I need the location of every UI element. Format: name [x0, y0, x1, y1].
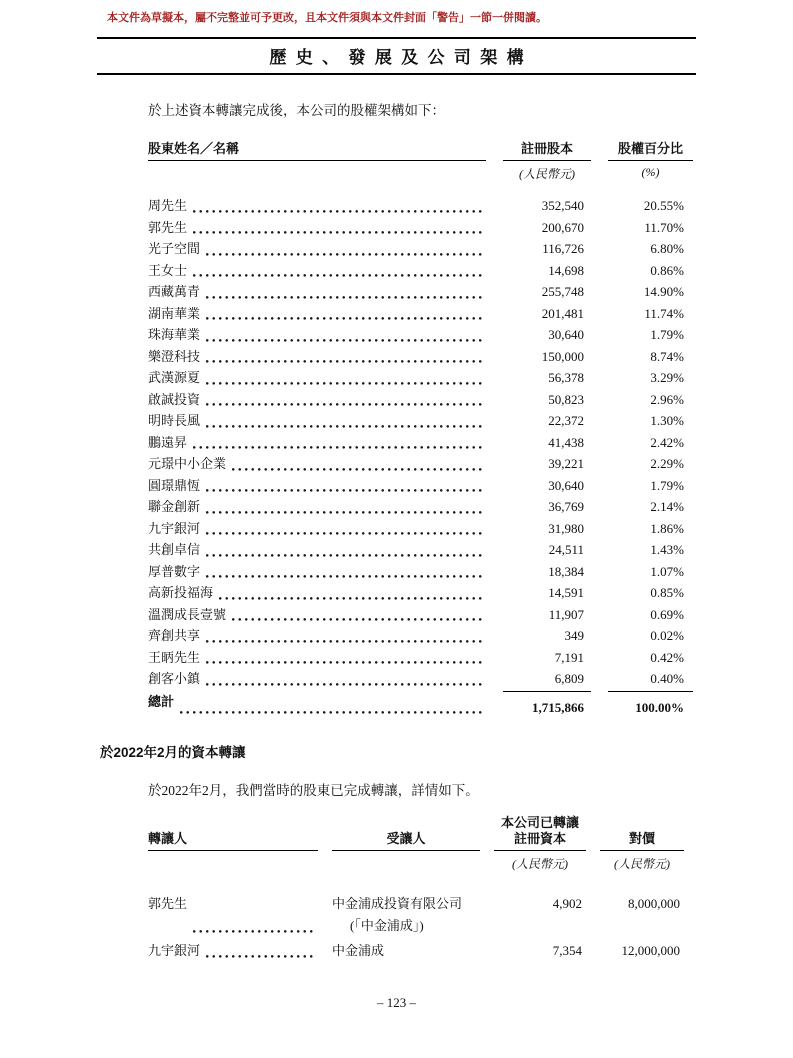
transferor-name: 郭先生 [148, 895, 188, 911]
table-row [148, 195, 693, 217]
shareholder-name: 元璟中小企業 [148, 456, 227, 471]
column-header-registered-capital: 註冊股本 [503, 141, 591, 161]
shareholder-name: 溫潤成長壹號 [148, 606, 227, 622]
registered-capital-value: 50,823 [548, 391, 584, 407]
dot-leader [180, 711, 483, 714]
capital-transfer-intro-text: 於2022年2月，我們當時的股東已完成轉讓，詳情如下。 [148, 782, 479, 798]
shareholder-name: 聯金創新 [148, 499, 201, 514]
shareholding-percentage-value: 0.85% [650, 585, 684, 600]
shareholding-percentage-value: 6.80% [650, 241, 684, 256]
dot-leader [206, 532, 483, 535]
subheader-percent-sign: (%) [641, 165, 660, 179]
dot-leader [206, 554, 483, 557]
shareholding-percentage-value: 20.55% [643, 198, 684, 213]
table-row [148, 668, 693, 690]
capital-transfer-table-body [148, 893, 693, 962]
transferee-name: 中金浦成投資有限公司 [332, 895, 463, 911]
page-title: 歷史、發展及公司架構 [269, 48, 533, 67]
dot-leader [206, 360, 483, 363]
shareholder-name: 王女士 [148, 262, 188, 278]
transferor-name: 九宇銀河 [148, 942, 201, 958]
registered-capital-value: 36,769 [548, 499, 584, 514]
dot-leader [206, 661, 483, 664]
shareholding-percentage-value: 2.14% [650, 499, 684, 514]
transferred-capital-value: 7,354 [552, 942, 582, 958]
transferee-short-name: (「中金浦成」) [350, 917, 424, 933]
registered-capital-value: 24,511 [548, 542, 584, 557]
page-number: – 123 – [377, 995, 416, 1010]
shareholding-percentage-value: 0.42% [650, 649, 684, 665]
shareholder-name: 王昞先生 [148, 649, 201, 665]
shareholding-percentage-value: 2.29% [650, 456, 684, 471]
shareholder-name: 共創卓信 [148, 542, 201, 557]
registered-capital-value: 116,726 [542, 241, 584, 256]
draft-warning-text: 本文件為草擬本，屬不完整並可予更改，且本文件須與本文件封面「警告」一節一併閱讀。 [107, 12, 547, 24]
dot-leader [206, 296, 483, 299]
shareholding-percentage-value: 1.07% [650, 563, 684, 579]
registered-capital-value: 41,438 [548, 434, 584, 450]
registered-capital-value: 255,748 [541, 284, 584, 299]
shareholding-table-subheader [148, 161, 693, 182]
shareholding-percentage-value: 14.90% [643, 284, 684, 299]
table-row [148, 940, 693, 962]
table-row [148, 217, 693, 239]
shareholder-name: 啟誠投資 [148, 391, 201, 407]
dot-leader [206, 575, 483, 578]
dot-leader [206, 511, 483, 514]
dot-leader [193, 210, 483, 213]
dot-leader [193, 446, 483, 449]
dot-leader [206, 955, 315, 958]
shareholder-name: 光子空間 [148, 241, 201, 256]
shareholding-percentage-value: 11.74% [644, 305, 684, 321]
shareholding-percentage-value: 1.79% [650, 477, 684, 493]
capital-transfer-table-header [148, 815, 693, 851]
registered-capital-value: 14,591 [548, 585, 584, 600]
section-heading-capital-transfer-2022: 於2022年2月的資本轉讓 [100, 744, 246, 760]
registered-capital-value: 150,000 [541, 348, 584, 364]
total-label: 總計 [148, 693, 175, 709]
shareholder-name: 西藏萬青 [148, 284, 201, 299]
total-percentage: 100.00% [608, 691, 693, 718]
dot-leader [206, 339, 483, 342]
dot-leader [232, 468, 483, 471]
shareholder-name: 郭先生 [148, 219, 188, 235]
registered-capital-value: 18,384 [548, 563, 584, 579]
shareholder-name: 樂澄科技 [148, 348, 201, 364]
table-row [148, 303, 693, 325]
dot-leader [206, 403, 483, 406]
shareholding-percentage-value: 0.02% [650, 628, 684, 643]
table-row [148, 389, 693, 411]
registered-capital-value: 201,481 [541, 305, 584, 321]
dot-leader [206, 489, 483, 492]
dot-leader [232, 618, 483, 621]
shareholder-name: 湖南華業 [148, 305, 201, 321]
table-row [148, 453, 693, 475]
dot-leader [219, 597, 483, 600]
shareholder-name: 周先生 [148, 198, 188, 213]
registered-capital-value: 22,372 [548, 413, 584, 428]
shareholder-name: 高新投福海 [148, 585, 214, 600]
dot-leader [206, 640, 483, 643]
shareholding-percentage-value: 0.69% [650, 606, 684, 622]
registered-capital-value: 30,640 [548, 477, 584, 493]
subheader-currency-rmb: (人民幣元) [519, 167, 575, 181]
registered-capital-value: 31,980 [548, 520, 584, 536]
registered-capital-value: 7,191 [554, 649, 584, 665]
dot-leader [193, 274, 483, 277]
shareholder-name: 九宇銀河 [148, 520, 201, 536]
table-row [148, 625, 693, 647]
shareholder-name: 齊創共享 [148, 628, 201, 643]
table-row [148, 518, 693, 540]
table-row [148, 604, 693, 626]
shareholding-table-body [148, 195, 693, 718]
subheader-currency-rmb: (人民幣元) [512, 856, 568, 871]
capital-transfer-table [148, 815, 693, 962]
table-row [148, 496, 693, 518]
registered-capital-value: 56,378 [548, 370, 584, 385]
capital-transfer-table-subheader [148, 851, 693, 872]
transferred-capital-value: 4,902 [552, 895, 582, 911]
shareholding-percentage-value: 1.43% [650, 542, 684, 557]
table-row [148, 893, 693, 937]
registered-capital-value: 200,670 [541, 219, 584, 235]
table-row [148, 647, 693, 669]
dot-leader [206, 317, 483, 320]
dot-leader [206, 382, 483, 385]
table-row [148, 582, 693, 604]
column-header-transferee: 受讓人 [332, 815, 480, 851]
table-row [148, 324, 693, 346]
shareholding-percentage-value: 0.40% [650, 671, 684, 686]
shareholding-percentage-value: 2.42% [650, 434, 684, 450]
shareholder-name: 創客小鎮 [148, 671, 201, 686]
title-band [97, 37, 696, 75]
shareholding-percentage-value: 1.79% [650, 327, 684, 342]
table-row [148, 238, 693, 260]
shareholding-percentage-value: 11.70% [644, 219, 684, 235]
consideration-value: 8,000,000 [628, 895, 680, 911]
dot-leader [206, 425, 483, 428]
column-header-shareholder-name: 股東姓名／名稱 [148, 141, 486, 161]
table-row [148, 432, 693, 454]
shareholding-table-header [148, 141, 693, 161]
shareholder-name: 珠海華業 [148, 327, 201, 342]
shareholding-percentage-value: 8.74% [650, 348, 684, 364]
table-total-row [148, 691, 693, 718]
shareholding-percentage-value: 3.29% [650, 370, 684, 385]
dot-leader [206, 683, 483, 686]
table-row [148, 475, 693, 497]
column-header-transferor: 轉讓人 [148, 815, 318, 851]
shareholding-intro-text: 於上述資本轉讓完成後，本公司的股權架構如下： [148, 103, 445, 118]
registered-capital-value: 30,640 [548, 327, 584, 342]
registered-capital-value: 6,809 [554, 671, 584, 686]
dot-leader [206, 253, 483, 256]
consideration-value: 12,000,000 [621, 942, 680, 958]
registered-capital-value: 11,907 [548, 606, 584, 622]
table-row [148, 561, 693, 583]
registered-capital-value: 352,540 [541, 198, 584, 213]
dot-leader [193, 231, 483, 234]
subheader-currency-rmb: (人民幣元) [614, 856, 670, 871]
shareholding-percentage-value: 2.96% [650, 391, 684, 407]
column-header-shareholding-percentage: 股權百分比 [608, 141, 693, 161]
total-registered-capital: 1,715,866 [503, 691, 591, 718]
shareholder-name: 武漢源夏 [148, 370, 201, 385]
table-row [148, 346, 693, 368]
column-header-transferred-registered-capital: 本公司已轉讓 註冊資本 [494, 815, 586, 851]
registered-capital-value: 349 [564, 628, 584, 643]
registered-capital-value: 39,221 [548, 456, 584, 471]
table-row [148, 260, 693, 282]
shareholding-table [148, 141, 693, 718]
shareholding-percentage-value: 1.30% [650, 413, 684, 428]
shareholder-name: 厚普數字 [148, 563, 201, 579]
shareholding-percentage-value: 0.86% [650, 262, 684, 278]
table-row [148, 281, 693, 303]
table-row [148, 539, 693, 561]
registered-capital-value: 14,698 [548, 262, 584, 278]
dot-leader [193, 930, 315, 933]
column-header-consideration: 對價 [600, 815, 684, 851]
shareholder-name: 明時長風 [148, 413, 201, 428]
shareholding-percentage-value: 1.86% [650, 520, 684, 536]
shareholder-name: 圓璟鼎恆 [148, 477, 201, 493]
transferee-name: 中金浦成 [332, 942, 385, 958]
table-row [148, 410, 693, 432]
table-row [148, 367, 693, 389]
shareholder-name: 鵬遠昇 [148, 434, 188, 450]
